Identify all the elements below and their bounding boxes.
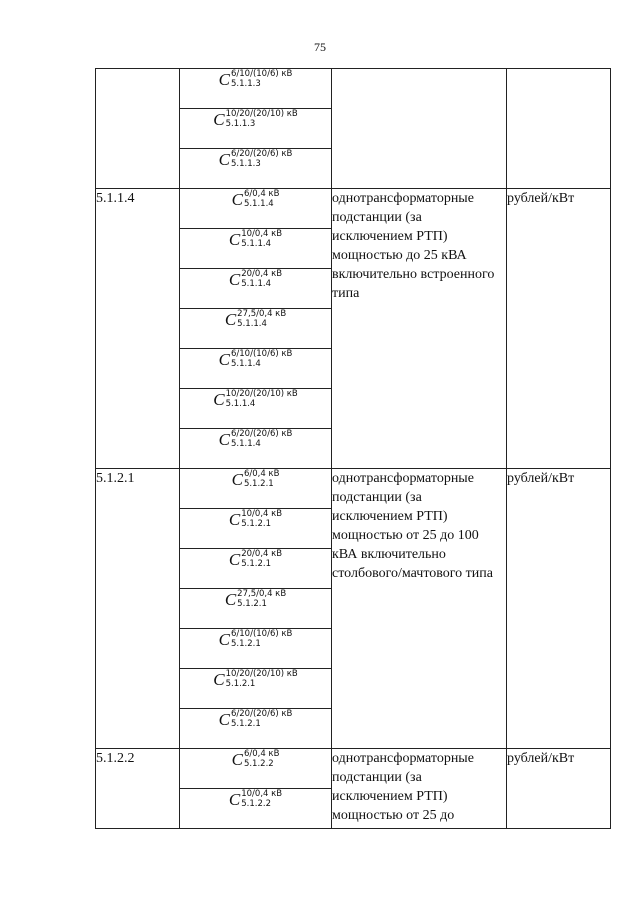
formula-superscript: 10/20/(20/10) кВ — [225, 109, 298, 119]
formula-subscript: 5.1.1.3 — [231, 79, 261, 89]
formula-indices — [231, 709, 292, 729]
formula-symbol: C — [218, 349, 230, 369]
formula-symbol: C — [218, 69, 230, 89]
rate-formula — [219, 349, 293, 369]
formula-superscript: 20/0,4 кВ — [241, 549, 283, 559]
rate-formula-cell — [180, 549, 332, 589]
rate-formula — [213, 109, 298, 129]
rate-formula-cell — [180, 669, 332, 709]
formula-indices — [226, 669, 298, 689]
formula-subscript: 5.1.2.1 — [243, 479, 274, 489]
item-unit: рублей/кВт — [507, 749, 611, 829]
formula-symbol: C — [213, 109, 225, 129]
item-code: 5.1.2.2 — [96, 749, 180, 829]
formula-symbol: C — [224, 309, 237, 329]
formula-symbol: C — [218, 709, 230, 729]
rate-formula — [225, 589, 286, 609]
formula-symbol: C — [228, 509, 241, 529]
formula-symbol: C — [231, 469, 243, 489]
table-row — [96, 749, 611, 789]
item-description: однотрансформаторные подстанции (за исключением РТП) мощностью от 25 до 100 кВА включительно столбового/мачтового типа — [332, 469, 507, 749]
formula-indices — [231, 629, 292, 649]
rate-formula — [219, 709, 293, 729]
formula-indices — [241, 229, 282, 249]
formula-subscript: 5.1.2.2 — [241, 799, 271, 809]
formula-indices — [231, 69, 292, 89]
formula-subscript: 5.1.1.4 — [241, 239, 271, 249]
formula-symbol: C — [231, 749, 243, 769]
formula-superscript: 6/10/(10/6) кВ — [231, 69, 293, 79]
formula-superscript: 6/0,4 кВ — [243, 189, 280, 199]
formula-subscript: 5.1.1.3 — [225, 119, 256, 129]
table-row — [96, 69, 611, 109]
formula-subscript: 5.1.2.2 — [243, 759, 274, 769]
page-number: 75 — [314, 40, 326, 54]
formula-subscript: 5.1.2.1 — [225, 679, 256, 689]
rate-formula — [213, 389, 298, 409]
formula-symbol: C — [228, 549, 241, 569]
rate-formula-cell — [180, 629, 332, 669]
rate-formula-cell — [180, 429, 332, 469]
item-unit: рублей/кВт — [507, 189, 611, 469]
formula-symbol: C — [213, 669, 225, 689]
rate-formula-cell — [180, 109, 332, 149]
rate-formula — [229, 509, 282, 529]
formula-superscript: 6/10/(10/6) кВ — [231, 349, 293, 359]
formula-superscript: 6/20/(20/6) кВ — [231, 429, 293, 439]
formula-superscript: 27,5/0,4 кВ — [237, 589, 287, 599]
formula-subscript: 5.1.1.3 — [231, 159, 261, 169]
formula-superscript: 6/20/(20/6) кВ — [231, 149, 293, 159]
item-unit: рублей/кВт — [507, 469, 611, 749]
item-code: 5.1.1.4 — [96, 189, 180, 469]
formula-indices — [231, 429, 292, 449]
formula-superscript: 27,5/0,4 кВ — [237, 309, 287, 319]
rate-formula — [225, 309, 286, 329]
formula-superscript: 10/0,4 кВ — [241, 229, 283, 239]
formula-superscript: 6/0,4 кВ — [243, 469, 280, 479]
formula-subscript: 5.1.1.4 — [231, 439, 261, 449]
formula-indices — [241, 789, 282, 809]
formula-superscript: 10/20/(20/10) кВ — [225, 389, 298, 399]
formula-subscript: 5.1.2.1 — [241, 519, 271, 529]
formula-superscript: 10/20/(20/10) кВ — [225, 669, 298, 679]
rate-formula-cell — [180, 69, 332, 109]
item-description — [332, 69, 507, 189]
rate-formula-cell — [180, 349, 332, 389]
formula-superscript: 6/10/(10/6) кВ — [231, 629, 293, 639]
formula-indices — [244, 749, 279, 769]
formula-superscript: 6/0,4 кВ — [243, 749, 280, 759]
formula-subscript: 5.1.2.1 — [231, 719, 261, 729]
rate-formula-cell — [180, 269, 332, 309]
formula-indices — [237, 309, 286, 329]
rate-formula — [229, 269, 282, 289]
formula-superscript: 20/0,4 кВ — [241, 269, 283, 279]
item-code: 5.1.2.1 — [96, 469, 180, 749]
rate-formula-cell — [180, 149, 332, 189]
rate-formula — [232, 469, 280, 489]
formula-indices — [226, 109, 298, 129]
rate-formula-cell — [180, 189, 332, 229]
formula-symbol: C — [231, 189, 243, 209]
tariff-table — [95, 68, 611, 829]
formula-symbol: C — [218, 629, 230, 649]
rate-formula — [229, 229, 282, 249]
table-row — [96, 469, 611, 509]
formula-symbol: C — [228, 229, 241, 249]
formula-indices — [241, 269, 282, 289]
formula-symbol: C — [224, 589, 237, 609]
rate-formula-cell — [180, 389, 332, 429]
rate-formula-cell — [180, 509, 332, 549]
rate-formula — [229, 789, 282, 809]
rate-formula — [219, 69, 293, 89]
rate-formula — [232, 189, 280, 209]
item-description: однотрансформаторные подстанции (за исключением РТП) мощностью от 25 до — [332, 749, 507, 829]
formula-symbol: C — [218, 149, 230, 169]
formula-indices — [231, 349, 292, 369]
item-description: однотрансформаторные подстанции (за исключением РТП) мощностью до 25 кВА включительно встроенного типа — [332, 189, 507, 469]
formula-subscript: 5.1.1.4 — [225, 399, 256, 409]
formula-subscript: 5.1.2.1 — [231, 639, 261, 649]
rate-formula — [219, 429, 293, 449]
formula-superscript: 10/0,4 кВ — [241, 509, 283, 519]
formula-subscript: 5.1.1.4 — [241, 279, 271, 289]
formula-symbol: C — [228, 269, 241, 289]
rate-formula — [229, 549, 282, 569]
rate-formula — [232, 749, 280, 769]
formula-superscript: 6/20/(20/6) кВ — [231, 709, 293, 719]
rate-formula — [219, 149, 293, 169]
formula-indices — [244, 189, 279, 209]
formula-indices — [241, 509, 282, 529]
table-row — [96, 189, 611, 229]
formula-indices — [241, 549, 282, 569]
rate-formula-cell — [180, 229, 332, 269]
formula-symbol: C — [213, 389, 225, 409]
rate-formula-cell — [180, 749, 332, 789]
formula-indices — [226, 389, 298, 409]
formula-indices — [231, 149, 292, 169]
formula-subscript: 5.1.2.1 — [241, 559, 271, 569]
rate-formula-cell — [180, 589, 332, 629]
rate-formula-cell — [180, 469, 332, 509]
rate-formula — [219, 629, 293, 649]
formula-subscript: 5.1.1.4 — [243, 199, 274, 209]
formula-subscript: 5.1.2.1 — [237, 599, 267, 609]
formula-indices — [237, 589, 286, 609]
formula-symbol: C — [218, 429, 230, 449]
rate-formula-cell — [180, 709, 332, 749]
formula-subscript: 5.1.1.4 — [237, 319, 267, 329]
rate-formula-cell — [180, 789, 332, 829]
item-code — [96, 69, 180, 189]
rate-formula-cell — [180, 309, 332, 349]
formula-subscript: 5.1.1.4 — [231, 359, 261, 369]
formula-superscript: 10/0,4 кВ — [241, 789, 283, 799]
item-unit — [507, 69, 611, 189]
rate-formula — [213, 669, 298, 689]
formula-symbol: C — [228, 789, 241, 809]
formula-indices — [244, 469, 279, 489]
